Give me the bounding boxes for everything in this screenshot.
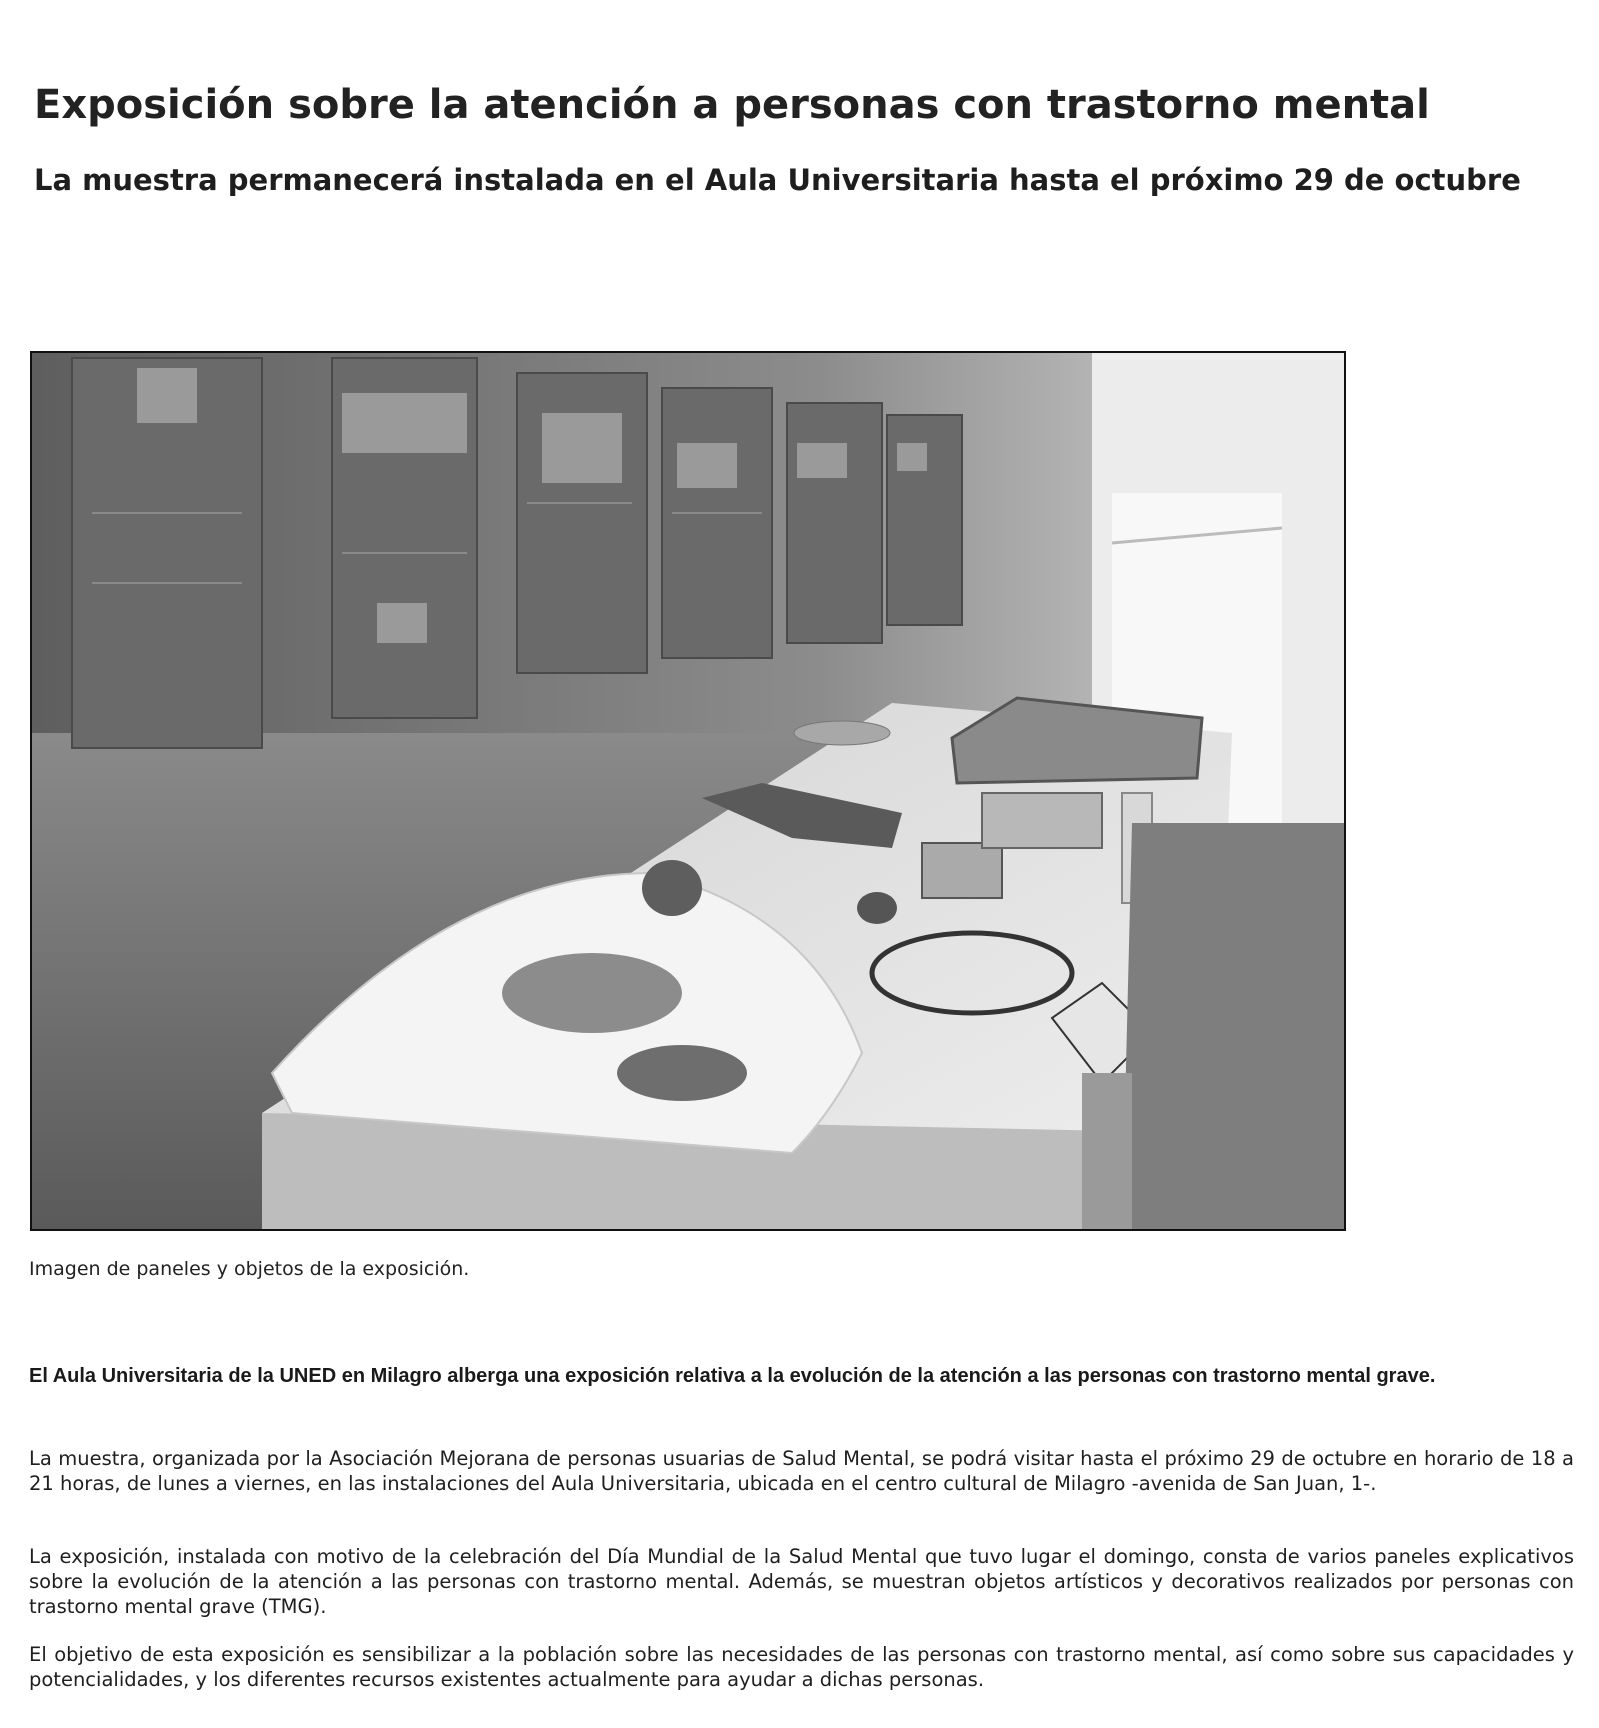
- body-paragraph-2: La exposición, instalada con motivo de la celebración del Día Mundial de la Salud Mental que tuvo lugar el domingo, consta de varios paneles explicativos sobre la evolución de la atención a las personas con trastorno mental. Además, se muestran objetos artísticos y decorativos realizados por personas con trastorno mental grave (TMG).: [29, 1545, 1574, 1618]
- article-lead: El Aula Universitaria de la UNED en Milagro alberga una exposición relativa a la evolución de la atención a las personas con trastorno mental grave.: [29, 1365, 1436, 1387]
- image-caption: Imagen de paneles y objetos de la exposición.: [29, 1258, 470, 1280]
- article-title: Exposición sobre la atención a personas con trastorno mental: [34, 82, 1430, 128]
- article-subtitle: La muestra permanecerá instalada en el Aula Universitaria hasta el próximo 29 de octubre: [34, 163, 1521, 197]
- body-paragraph-3: El objetivo de esta exposición es sensibilizar a la población sobre las necesidades de las personas con trastorno mental, así como sobre sus capacidades y potencialidades, y los diferentes recursos existentes actualmente para ayudar a dichas personas.: [29, 1643, 1574, 1691]
- exhibition-photo: [30, 351, 1346, 1231]
- body-paragraph-1: La muestra, organizada por la Asociación Mejorana de personas usuarias de Salud Mental, se podrá visitar hasta el próximo 29 de octubre en horario de 18 a 21 horas, de lunes a viernes, en las instalaciones del Aula Universitaria, ubicada en el centro cultural de Milagro -avenida de San Juan, 1-.: [29, 1447, 1574, 1495]
